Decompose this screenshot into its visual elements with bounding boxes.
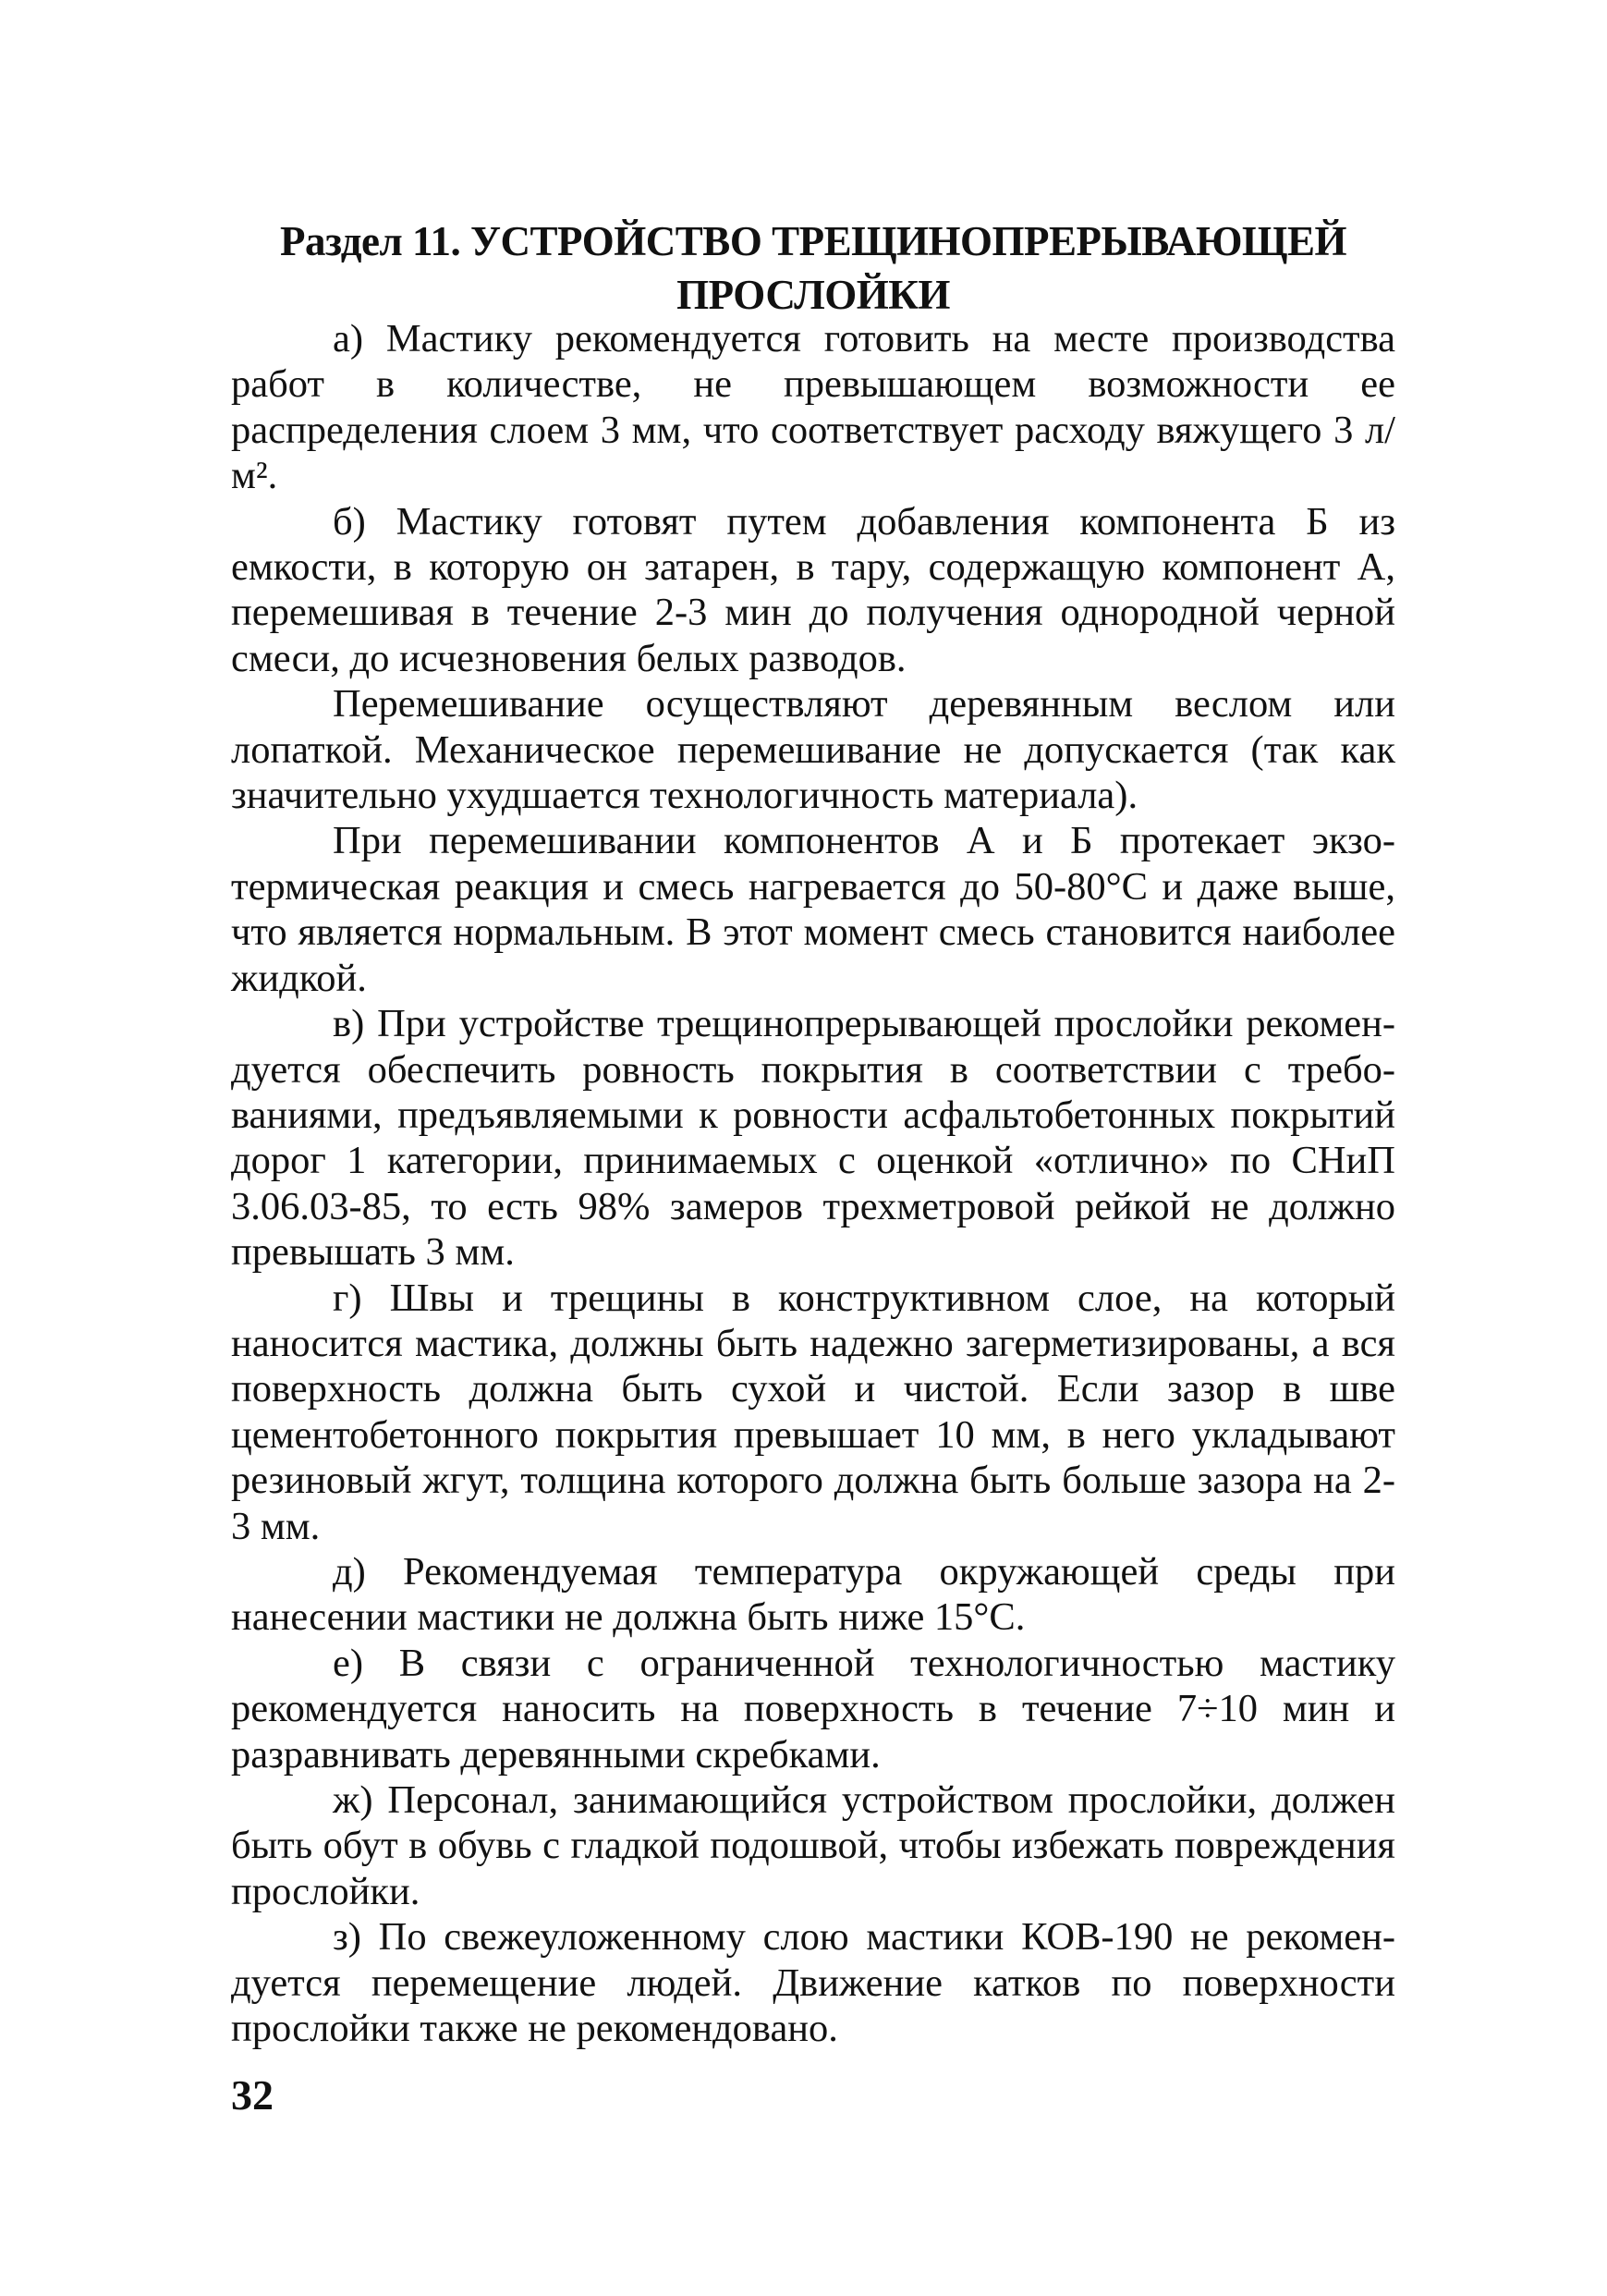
paragraph-d-ambient-temperature: д) Рекомендуемая температура окружающей среды при нанесении мастики не должна быть ниже 15°С. (231, 1549, 1395, 1640)
paragraph-a-mastic-preparation: а) Мастику рекомендуется готовить на месте производства работ в количестве, не превышающем возможности ее распределения слоем 3 мм, что соответствует расходу вяжущего 3 л/м². (231, 317, 1395, 498)
page-number: 32 (231, 2071, 274, 2119)
paragraph-b-mixing-components: б) Мастику готовят путем добавления компонента Б из емкости, в которую он затарен, в тару, содержащую компонент А, перемешивая в течение 2-3 мин до получения однородной черной смеси, до исчезновения белых разводов. (231, 499, 1395, 680)
section-heading-line-2: ПРОСЛОЙКИ (676, 272, 950, 318)
paragraph-mixing-tools: Перемешивание осуществляют деревянным веслом или лопаткой. Механическое перемешивание не допускается (так как значительно ухудшается технологичность материала). (231, 682, 1395, 818)
section-heading-line-1: Раздел 11. УСТРОЙСТВО ТРЕЩИНОПРЕРЫВАЮЩЕЙ (280, 218, 1346, 264)
paragraph-exothermic-reaction: При перемешивании компонентов А и Б протекает экзо-термическая реакция и смесь нагревается до 50-80°С и даже выше, что является нормальным. В этот момент смесь становится наиболее жидкой. (231, 819, 1395, 1000)
paragraph-z-traffic-restriction: з) По свежеуложенному слою мастики КОВ-190 не рекомен-дуется перемещение людей. Движение катков по поверхности прослойки также не рекомендовано. (231, 1915, 1395, 2051)
section-heading (231, 214, 1395, 322)
paragraph-e-application-time: е) В связи с ограниченной технологичностью мастику рекомендуется наносить на поверхность в течение 7÷10 мин и разравнивать деревянными скребками. (231, 1641, 1395, 1777)
paragraph-g-joints-and-cracks: г) Швы и трещины в конструктивном слое, на который наносится мастика, должны быть надежно загерметизированы, а вся поверхность должна быть сухой и чистой. Если зазор в шве цементобетонного покрытия превышает 10 мм, в него укладывают резиновый жгут, толщина которого должна быть больше зазора на 2-3 мм. (231, 1276, 1395, 1548)
paragraph-v-surface-evenness: в) При устройстве трещинопрерывающей прослойки рекомен-дуется обеспечить ровность покрытия в соответствии с требо-ваниями, предъявляемыми к ровности асфальтобетонных покрытий дорог 1 категории, принимаемых с оценкой «отлично» по СНиП 3.06.03-85, то есть 98% замеров трехметровой рейкой не должно превышать 3 мм. (231, 1002, 1395, 1275)
paragraph-zh-personnel-footwear: ж) Персонал, занимающийся устройством прослойки, должен быть обут в обувь с гладкой подошвой, чтобы избежать повреждения прослойки. (231, 1778, 1395, 1913)
section-body (231, 316, 1395, 2051)
